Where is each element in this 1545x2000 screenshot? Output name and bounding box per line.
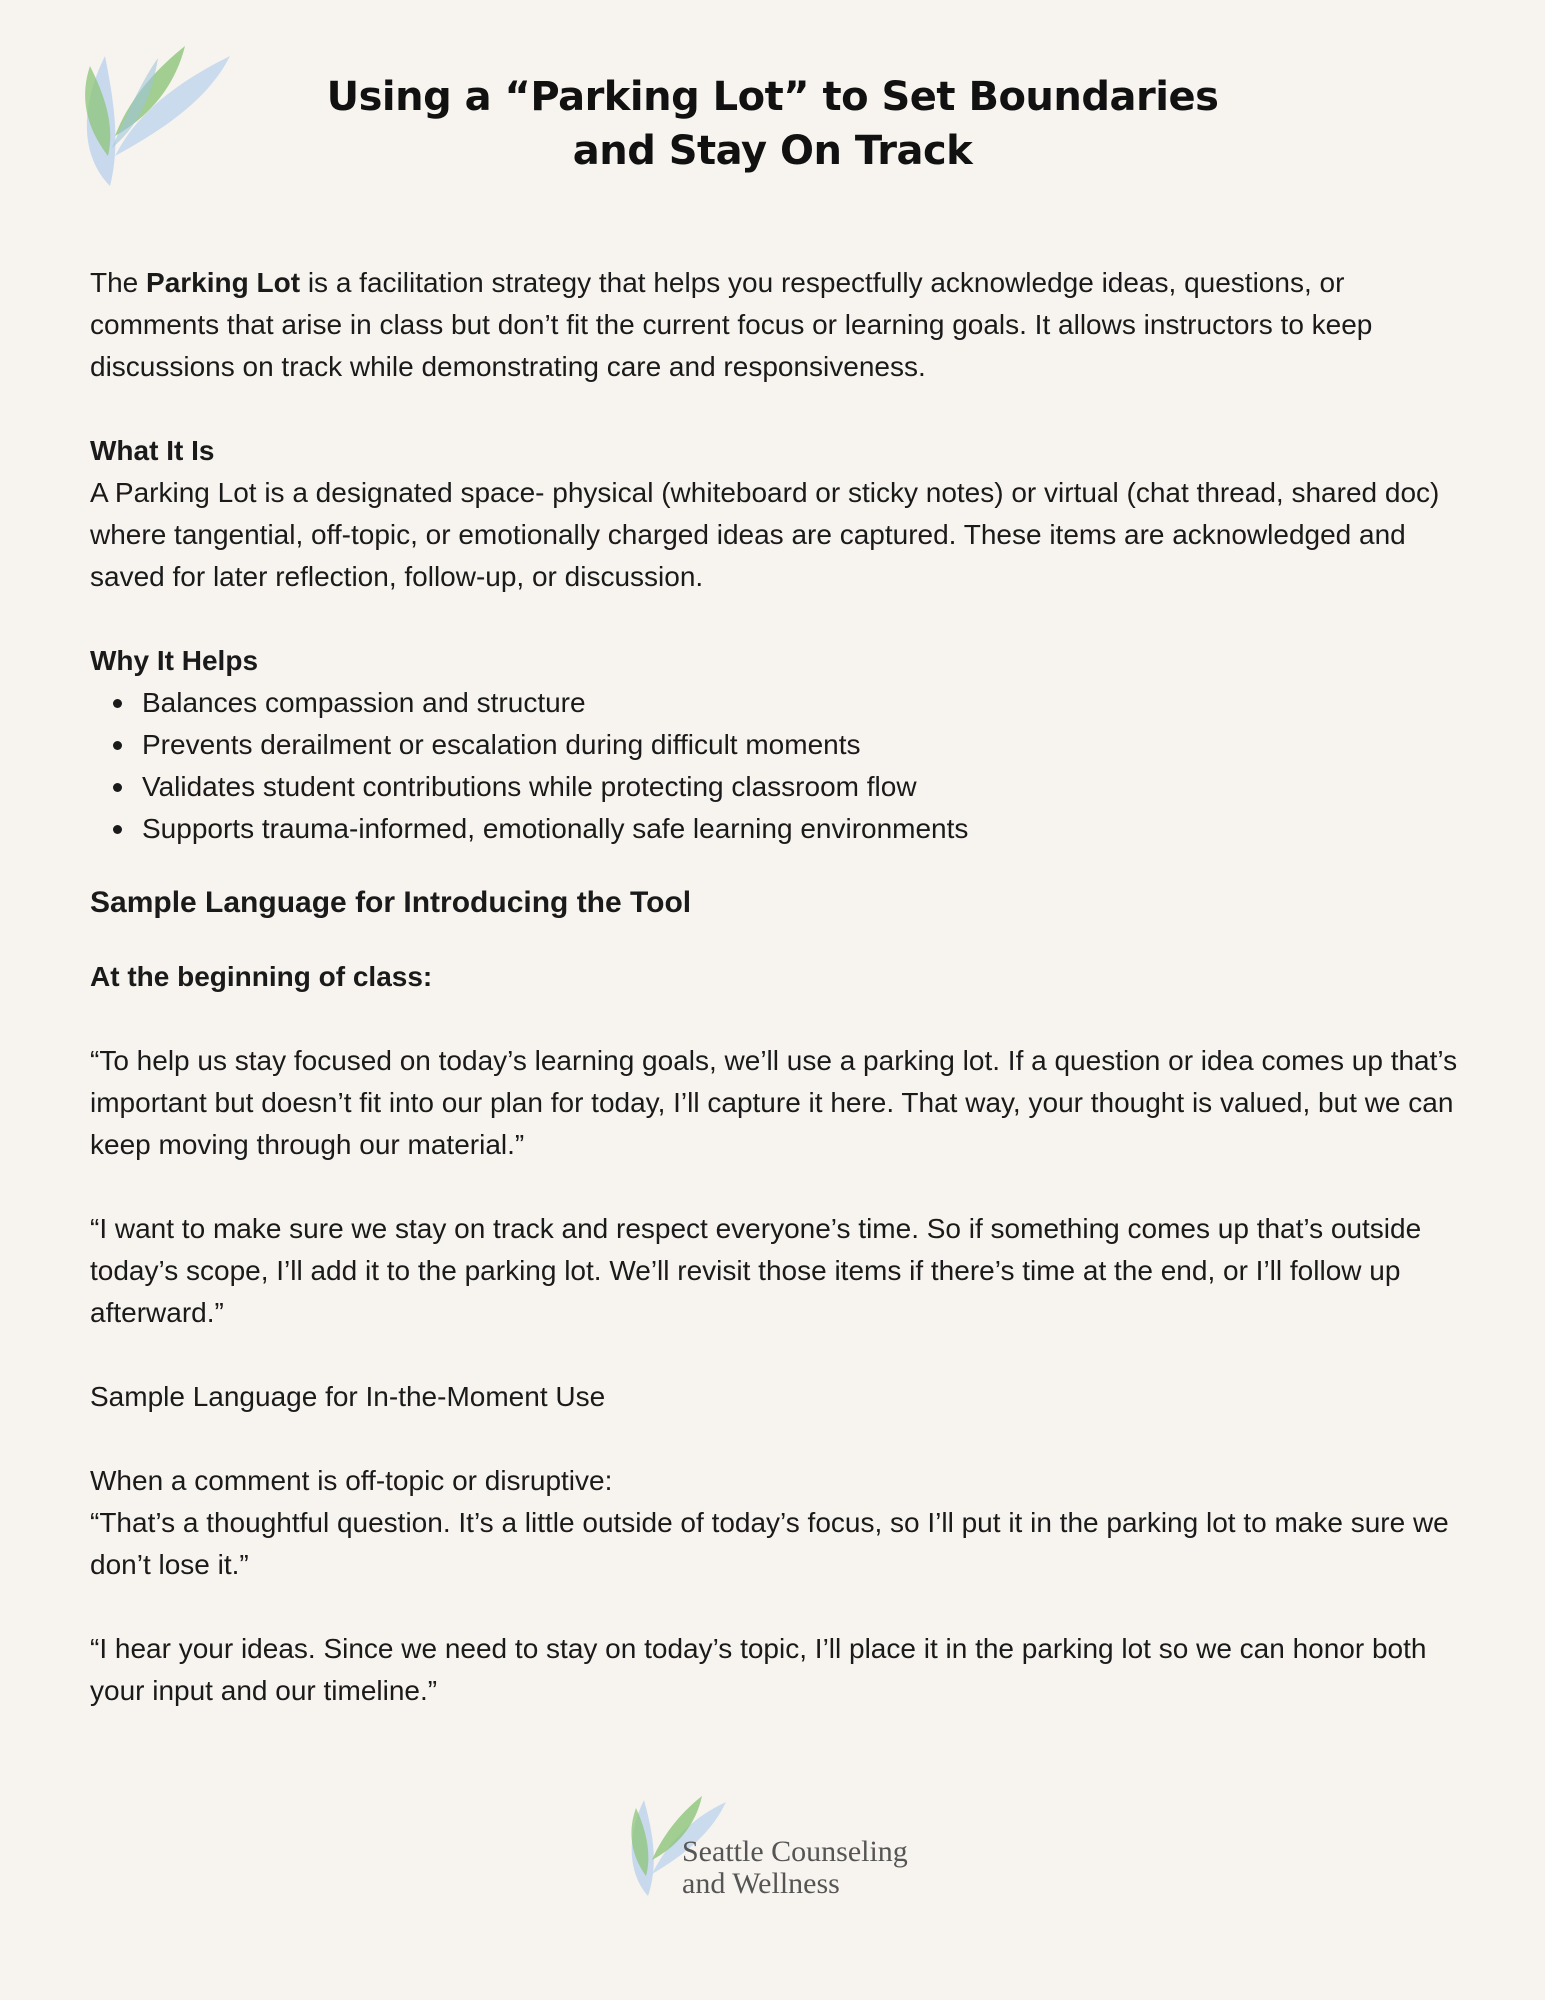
sample-moment-quote-2: “I hear your ideas. Since we need to stay on today’s topic, I’ll place it in the parking lot so we can honor both your input and our timeline.” <box>90 1633 1427 1706</box>
list-item: Balances compassion and structure <box>142 682 1470 724</box>
org-name <box>682 1836 908 1900</box>
sample-moment-quote-1: “That’s a thoughtful question. It’s a little outside of today’s focus, so I’ll put it in the parking lot to make sure we don’t lose it.” <box>90 1507 1449 1580</box>
why-it-helps-list <box>90 682 1470 850</box>
list-item: Validates student contributions while protecting classroom flow <box>142 766 1470 808</box>
document-body <box>90 262 1470 1712</box>
list-item: Supports trauma-informed, emotionally safe learning environments <box>142 808 1470 850</box>
why-it-helps-heading: Why It Helps <box>90 645 259 676</box>
footer-logo <box>616 1786 946 1906</box>
intro-text: is a facilitation strategy that helps you respectfully acknowledge ideas, questions, or comments that arise in class but don’t fit the current focus or learning goals. It allows instructors to keep discussions on track while demonstrating care and responsiveness. <box>90 267 1373 382</box>
sample-moment-heading: Sample Language for In-the-Moment Use <box>90 1381 606 1412</box>
what-it-is-body: A Parking Lot is a designated space- physical (whiteboard or sticky notes) or virtual (chat thread, shared doc) where tangential, off-topic, or emotionally charged ideas are captured. These items are acknowledged and saved for later reflection, follow-up, or discussion. <box>90 477 1440 592</box>
page-title <box>0 70 1545 178</box>
sample-moment-lead: When a comment is off-topic or disruptive: <box>90 1465 613 1496</box>
what-it-is-heading: What It Is <box>90 435 215 466</box>
sample-intro-heading: Sample Language for Introducing the Tool <box>90 886 692 919</box>
intro-prefix: The <box>90 267 147 298</box>
title-line-2: and Stay On Track <box>572 128 973 174</box>
title-line-1: Using a “Parking Lot” to Set Boundaries <box>326 74 1219 120</box>
intro-bold-term: Parking Lot <box>146 267 301 298</box>
sample-intro-subheading: At the beginning of class: <box>90 961 433 992</box>
org-name-line-2: and Wellness <box>682 1867 840 1900</box>
intro-paragraph <box>90 262 1470 388</box>
org-name-line-1: Seattle Counseling <box>682 1835 908 1868</box>
list-item: Prevents derailment or escalation during difficult moments <box>142 724 1470 766</box>
sample-intro-quote-1: “To help us stay focused on today’s learning goals, we’ll use a parking lot. If a question or idea comes up that’s important but doesn’t fit into our plan for today, I’ll capture it here. That way, your thought is valued, but we can keep moving through our material.” <box>90 1045 1458 1160</box>
sample-intro-quote-2: “I want to make sure we stay on track and respect everyone’s time. So if something comes up that’s outside today’s scope, I’ll add it to the parking lot. We’ll revisit those items if there’s time at the end, or I’ll follow up afterward.” <box>90 1213 1422 1328</box>
